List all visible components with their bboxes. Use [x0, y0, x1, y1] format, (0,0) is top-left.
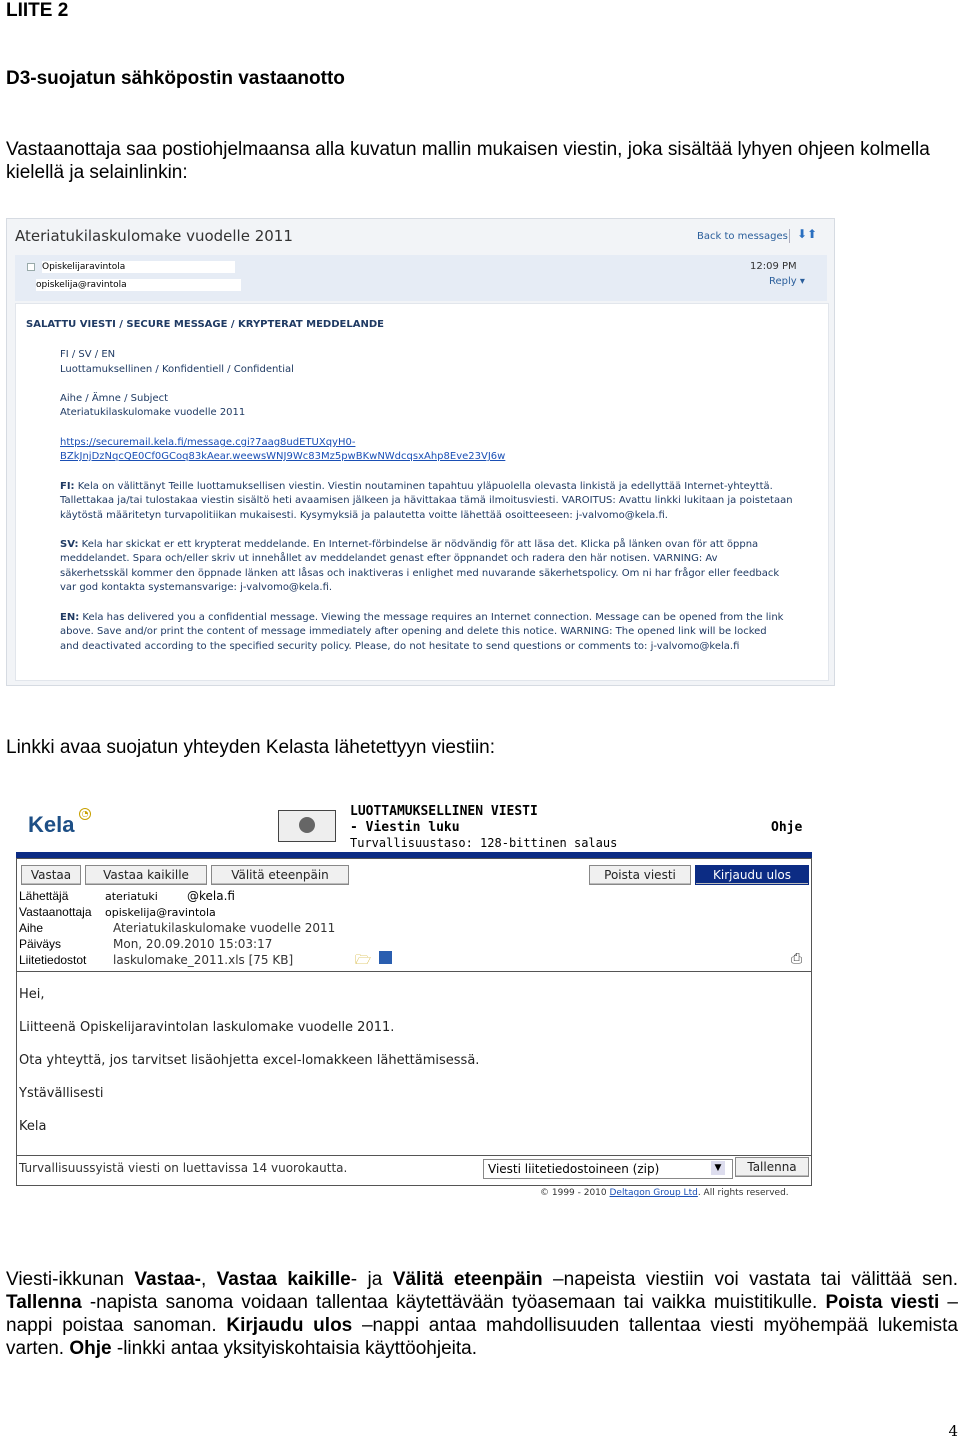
copyright-suffix: . All rights reserved. [697, 1188, 789, 1198]
security-level: Turvallisuustaso: 128-bittinen salaus [350, 836, 618, 850]
subject-label: Aihe / Ämne / Subject [60, 393, 169, 404]
footer-divider [17, 1155, 811, 1156]
text: -napista sanoma voidaan tallentaa käytettävään työasemaan tai vaikka muistitikulle. [81, 1292, 826, 1313]
subject-value: Ateriatukilaskulomake vuodelle 2011 [60, 407, 246, 418]
seal-icon [299, 817, 315, 833]
sender-domain: @kela.fi [187, 889, 235, 903]
text: Viesti-ikkunan [6, 1269, 135, 1290]
logout-button[interactable]: Kirjaudu ulos [695, 865, 809, 885]
intro-paragraph: Vastaanottaja saa postiohjelmaansa alla kuvatun mallin mukaisen viestin, joka sisältää lyhyen ohjeen kolmella kielellä ja selainlinkin: [6, 139, 930, 183]
email-subject-title: Ateriatukilaskulomake vuodelle 2011 [15, 227, 293, 245]
bold-term: Ohje [69, 1338, 112, 1359]
text: –napeista viestiin voi vastata tai välittää sen. [542, 1269, 958, 1290]
en-text: Kela has delivered you a confidential message. Viewing the message requires an Internet connection. Message can be opened from the link [79, 612, 784, 623]
copyright-prefix: © 1999 - 2010 [540, 1188, 610, 1198]
save-format-select[interactable]: Viesti liitetiedostoineen (zip) [483, 1159, 733, 1179]
sv-text-line3: säkerhetsskäl kommer den öppnade länken att låsas och inaktiveras i enlighet med nuvarande säkerhetspolicy. Om ni har frågor eller feedback [60, 568, 780, 579]
message-greeting: Hei, [19, 987, 45, 1002]
fi-text: Kela on välittänyt Teille luottamuksellisen viestin. Viestin noutaminen tapahtuu yläpuolella olevasta linkistä ja edellyttää Internet-yhteyttä. [74, 481, 773, 492]
date-value: Mon, 20.09.2010 15:03:17 [113, 937, 273, 951]
recipient-value: opiskelija@ravintola [105, 906, 389, 919]
sv-text-line2: meddelandet. Spara och/eller skriv ut innehållet av meddelandet genast efter öppnandet och radera den här notisen. VARNING: Av [60, 553, 718, 564]
bold-term: Vastaa kaikille [216, 1269, 351, 1290]
bold-term: Kirjaudu ulos [226, 1315, 353, 1336]
select-checkbox[interactable] [27, 263, 35, 271]
toolbar-divider [789, 229, 790, 243]
fi-text-line3: käytöstä määritetyn turvapolitiikan mukaisesti. Kysymyksiä ja palautetta voitte lähettää osoitteeseen: j-valvomo@kela.fi. [60, 510, 668, 521]
attachment-link[interactable]: laskulomake_2011.xls [75 KB] [113, 953, 294, 967]
en-label: EN: [60, 612, 80, 623]
deltagon-link[interactable]: Deltagon Group Ltd [609, 1188, 698, 1198]
instructions-paragraph [6, 1268, 958, 1360]
email-screenshot [6, 218, 835, 686]
fi-text-line1 [60, 480, 773, 495]
date-label: Päiväys [19, 937, 62, 951]
fi-text-line2: Tallettakaa ja/tai tulostakaa viestin sisältö heti avaamisen jälkeen ja hävittakaa tämä ilmoitusviesti. VAROITUS: Avattu linkki lukitaan ja poistetaan [60, 495, 793, 506]
delete-message-button[interactable]: Poista viesti [589, 865, 691, 885]
message-line1: Liitteenä Opiskelijaravintolan laskulomake vuodelle 2011. [19, 1020, 395, 1035]
text: -linkki antaa yksityiskohtaisia käyttöohjeita. [111, 1338, 477, 1359]
chevron-down-icon[interactable]: ▼ [711, 1161, 725, 1175]
sv-text-line1 [60, 538, 758, 553]
message-signature: Kela [19, 1119, 47, 1134]
forward-button[interactable]: Välitä eteenpäin [211, 865, 349, 885]
link-intro-paragraph: Linkki avaa suojatun yhteyden Kelasta lähetettyyn viestiin: [6, 737, 496, 758]
bold-term: Vastaa- [134, 1269, 201, 1290]
fi-label: FI: [60, 481, 75, 492]
sv-text-line4: var god kontakta systemansvarige: j-valvomo@kela.fi. [60, 582, 333, 593]
en-text-line3: and deactivated according to the specified security policy. Please, do not hesitate to send questions or comments to: j-valvomo@kela.fi [60, 641, 740, 652]
email-body [15, 303, 829, 681]
bold-term: Poista viesti [825, 1292, 940, 1313]
attachments-label: Liitetiedostot [19, 953, 87, 967]
reply-label[interactable]: Reply [769, 276, 797, 287]
subject-label: Aihe [19, 921, 44, 935]
copyright [540, 1188, 789, 1198]
en-text-line1 [60, 611, 783, 626]
sender-label: Lähettäjä [19, 889, 69, 903]
email-to: opiskelija@ravintola [36, 279, 241, 291]
page-number: 4 [948, 1422, 958, 1440]
sender-name: ateriatuki [105, 890, 158, 903]
save-disk-icon[interactable] [379, 951, 392, 964]
language-line: FI / SV / EN [60, 349, 116, 360]
viewer-title-line2: - Viestin luku [350, 820, 460, 835]
subject-value: Ateriatukilaskulomake vuodelle 2011 [113, 921, 336, 935]
viewer-title [350, 804, 538, 836]
print-icon[interactable]: ⎙ [791, 951, 803, 967]
reply-all-button[interactable]: Vastaa kaikille [85, 865, 207, 885]
sv-label: SV: [60, 539, 79, 550]
help-link[interactable]: Ohje [771, 820, 803, 835]
bold-term: Tallenna [6, 1292, 82, 1313]
chevron-down-icon[interactable]: ▾ [799, 276, 805, 287]
navigate-arrows-icon[interactable]: ⬇⬆ [797, 227, 818, 241]
save-button[interactable]: Tallenna [735, 1157, 809, 1177]
sv-text: Kela har skickat er ett krypterat meddelande. En Internet-förbindelse är nödvändig för att läsa det. Klicka på länken ovan för att öppna [78, 539, 759, 550]
text: - ja [350, 1269, 393, 1290]
kela-emblem-icon: ◔ [79, 808, 91, 820]
secure-message-title: SALATTU VIESTI / SECURE MESSAGE / KRYPTERAT MEDDELANDE [26, 319, 384, 330]
message-closing: Ystävällisesti [19, 1086, 104, 1101]
message-line2: Ota yhteyttä, jos tarvitset lisäohjetta excel-lomakkeen lähettämisessä. [19, 1053, 480, 1068]
text: –nappi antaa mahdollisuuden tallentaa viesti myöhempää lukemista varten. [6, 1315, 958, 1359]
reply-button[interactable]: Vastaa [21, 865, 81, 885]
text: –nappi poistaa sanoman. [6, 1292, 958, 1336]
message-panel [16, 858, 812, 1186]
kela-viewer-screenshot [16, 796, 814, 1204]
secure-link-line2[interactable]: BZkJnjDzNqcQE0Cf0GCoq83kAear.weewsWNJ9Wc83Mz5pwBKwNWdcqsxAhp8Eve23VJ6w [60, 451, 506, 462]
bold-term: Välitä eteenpäin [392, 1269, 543, 1290]
recipient-label: Vastaanottaja [19, 905, 92, 919]
open-folder-icon[interactable]: 🗁 [355, 953, 372, 968]
secure-link-line1[interactable]: https://securemail.kela.fi/message.cgi?7aag8udETUXqyH0- [60, 437, 356, 448]
text: , [200, 1269, 217, 1290]
section-heading: D3-suojatun sähköpostin vastaanotto [6, 68, 345, 89]
email-from: Opiskelijaravintola [42, 261, 235, 273]
retention-note: Turvallisuussyistä viesti on luettavissa 14 vuorokautta. [19, 1161, 348, 1175]
back-to-messages-link[interactable]: Back to messages [697, 231, 788, 242]
reply-button[interactable] [769, 276, 805, 287]
header-divider [17, 971, 811, 972]
kela-logo: Kela [28, 812, 75, 837]
confidential-line: Luottamuksellinen / Konfidentiell / Confidential [60, 364, 294, 375]
viewer-title-line1: LUOTTAMUKSELLINEN VIESTI [350, 804, 538, 819]
email-time: 12:09 PM [750, 261, 797, 272]
en-text-line2: above. Save and/or print the content of message immediately after opening and delete this notice. WARNING: The opened link will be locked [60, 626, 767, 637]
appendix-label: LIITE 2 [6, 0, 69, 21]
